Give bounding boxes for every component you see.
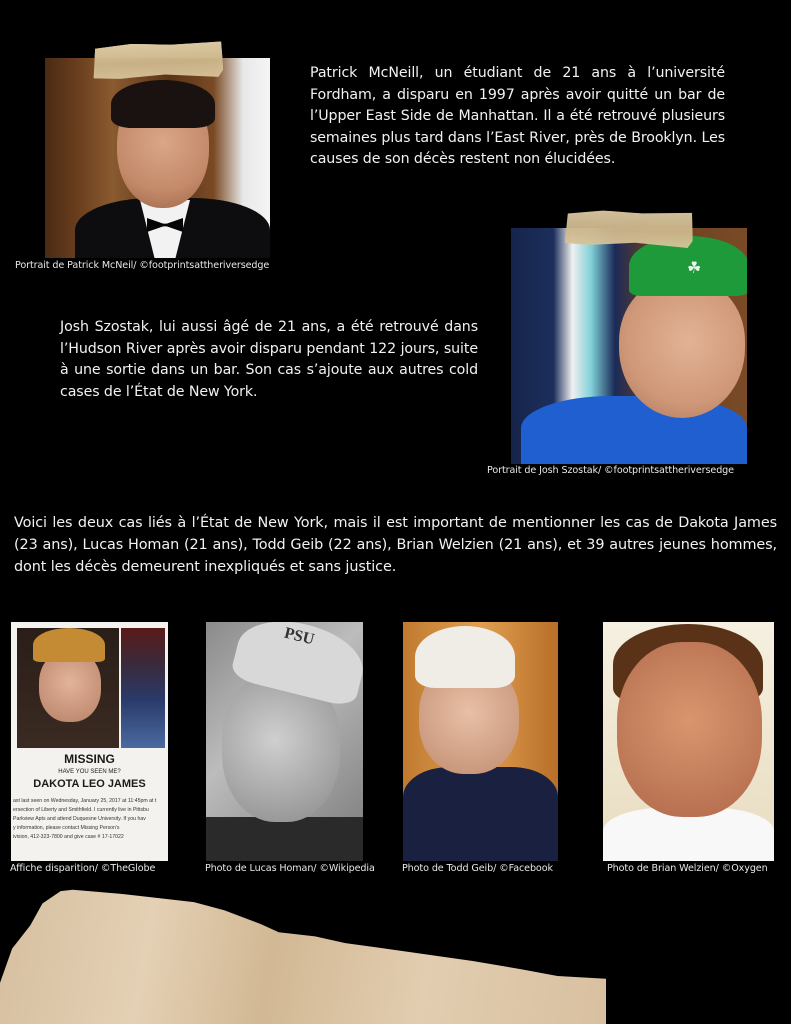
poster-line: ast last seen on Wednesday, January 25, 2017 at 11:45pm at t — [13, 798, 157, 804]
brian-welzien-photo — [603, 622, 774, 861]
tape-strip — [565, 210, 694, 248]
dakota-james-missing-poster — [11, 622, 168, 861]
poster-title: MISSING — [64, 752, 115, 766]
todd-geib-photo — [403, 622, 558, 861]
hair-shape — [111, 80, 215, 128]
poster-line: ersection of Liberty and Smithfield. I currently live in Pittsbu — [13, 807, 149, 813]
josh-caption: Portrait de Josh Szostak/ ©footprintsattheriversedge — [487, 465, 734, 476]
gallery-caption-dakota: Affiche disparition/ ©TheGlobe — [10, 863, 156, 874]
poster-name: DAKOTA LEO JAMES — [33, 778, 146, 790]
shamrock-icon: ☘ — [687, 258, 702, 277]
poster-line: ivision, 412-323-7800 and give case # 17-17022 — [13, 834, 124, 840]
poster-line: y information, please contact Missing Person's — [13, 825, 120, 831]
gallery-caption-lucas: Photo de Lucas Homan/ ©Wikipedia — [205, 863, 375, 874]
torn-paper-decoration — [0, 887, 606, 1024]
cap-shape — [415, 626, 515, 688]
patrick-mcneill-portrait — [45, 58, 270, 258]
poster-photo-right — [121, 628, 165, 748]
poster-fine-print — [13, 797, 166, 842]
face-shape — [617, 642, 762, 817]
shirt-shape — [403, 767, 558, 861]
gallery-caption-brian: Photo de Brian Welzien/ ©Oxygen — [607, 863, 768, 874]
patrick-caption: Portrait de Patrick McNeil/ ©footprintsattheriversedge — [15, 260, 270, 271]
patrick-paragraph: Patrick McNeill, un étudiant de 21 ans à l’université Fordham, a disparu en 1997 après avoir quitté un bar de l’Upper East Side de Manhattan. Il a été retrouvé plusieurs semaines plus tard dans l’East River, près de Brooklyn. Les causes de son décès restent non élucidées. — [310, 65, 725, 167]
summary-paragraph: Voici les deux cas liés à l’État de New York, mais il est important de mentionner les cas de Dakota James (23 ans), Lucas Homan (21 ans), Todd Geib (22 ans), Brian Welzien (21 ans), et 39 autres jeunes hommes, dont les décès demeurent inexpliqués et sans justice. — [14, 515, 777, 575]
cap-logo: PSU — [282, 624, 316, 649]
poster-line: Parkview Apts and attend Duquesne University. If you hav — [13, 816, 146, 822]
beanie-shape — [33, 628, 105, 662]
gallery-caption-todd: Photo de Todd Geib/ ©Facebook — [402, 863, 553, 874]
poster-subtitle: HAVE YOU SEEN ME? — [58, 769, 121, 775]
face-shape — [619, 278, 745, 418]
josh-szostak-portrait — [511, 228, 747, 464]
josh-paragraph: Josh Szostak, lui aussi âgé de 21 ans, a été retrouvé dans l’Hudson River après avoir disparu pendant 122 jours, suite à une sortie dans un bar. Son cas s’ajoute aux autres cold cases de l’État de New York. — [60, 319, 478, 400]
lucas-homan-photo — [206, 622, 363, 861]
shirt-shape — [206, 817, 363, 861]
